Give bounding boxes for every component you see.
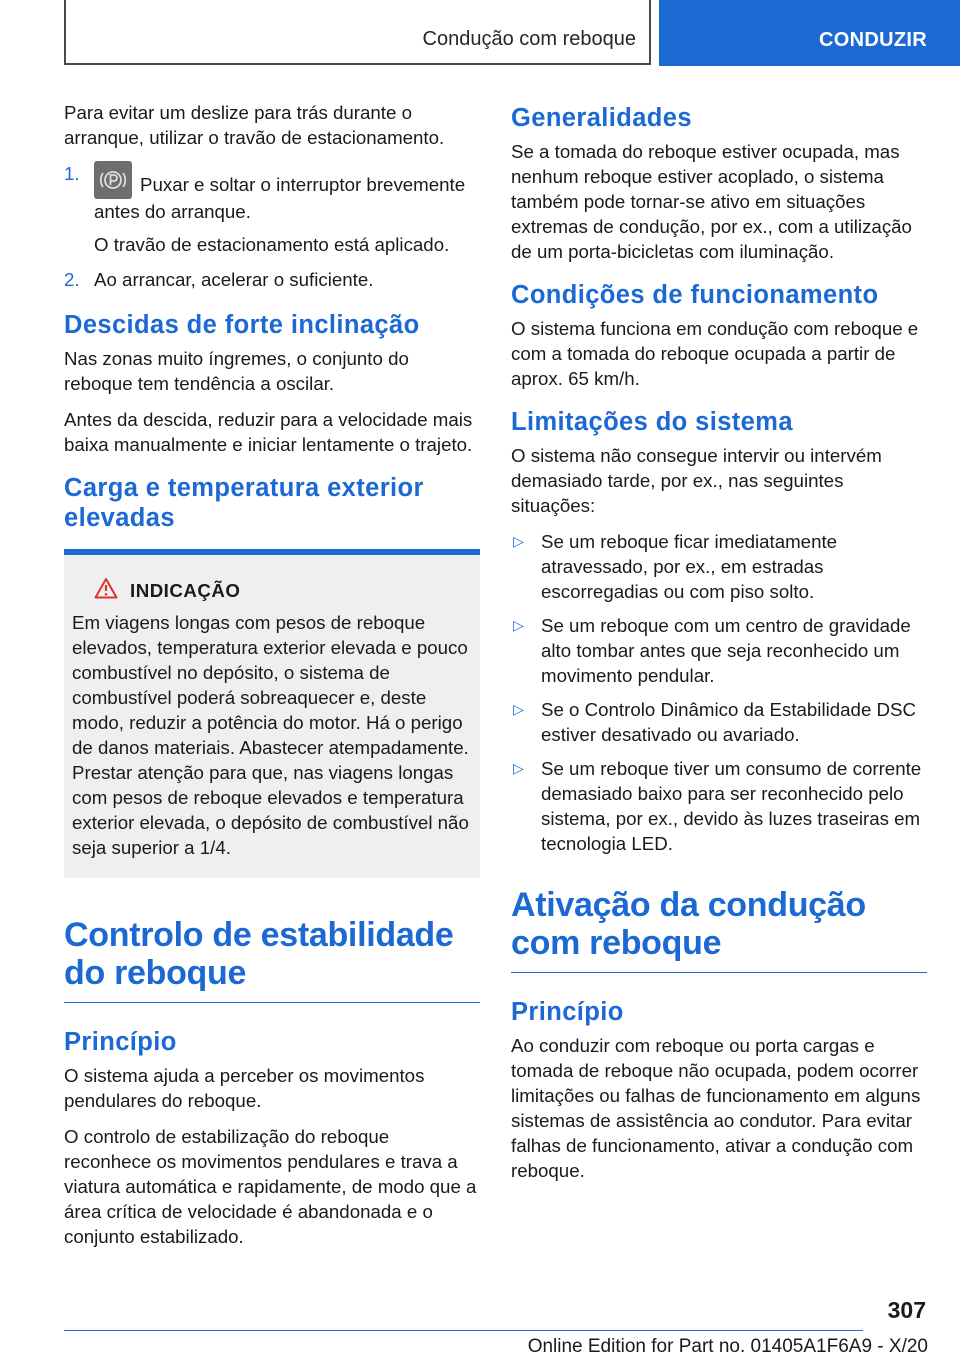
page-number: 307 xyxy=(887,1297,926,1323)
list-item-text: Se o Controlo Dinâmico da Estabilidade DSC estiver desativado ou avariado. xyxy=(541,699,916,745)
heading-generalidades: Generalidades xyxy=(511,104,692,132)
step-item xyxy=(64,267,480,292)
controlo-paragraph-2: O controlo de estabilização do reboque reconhece os movimentos pendulares e trava a viatura automática e rapidamente, de modo que a área crítica de velocidade é abandonada e o conjunto estabilizado. xyxy=(64,1126,477,1247)
note-text: Em viagens longas com pesos de reboque elevados, temperatura exterior elevada e pouco combustível no depósito, o sistema de combustível poderá sobreaquecer e, deste modo, reduzir a potência do motor. Há o perigo de danos materiais. Abastecer atempadamente. Prestar atenção para que, nas viagens longas com pesos de reboque elevados e temperatura exterior elevada, o depósito de combustível não seja superior a 1/4. xyxy=(72,612,469,858)
header-left-rule xyxy=(64,0,66,64)
step-result: O travão de estacionamento está aplicado. xyxy=(94,234,450,255)
list-item-text: Se um reboque tiver um consumo de corrente demasiado baixo para ser reconhecido pelo sistema, por ex., devido às luzes traseiras em tecnologia LED. xyxy=(541,758,922,854)
list-item-text: Se um reboque ficar imediatamente atravessado, por ex., em estradas escorregadias ou com piso solto. xyxy=(541,531,838,602)
list-item xyxy=(511,756,927,856)
condicoes-paragraph: O sistema funciona em condução com reboque e com a tomada do reboque ocupada a partir de aprox. 65 km/h. xyxy=(511,318,919,389)
heading-principio-ativacao: Princípio xyxy=(511,998,624,1026)
right-column xyxy=(511,100,927,1194)
ativacao-paragraph: Ao conduzir com reboque ou porta cargas e tomada de reboque não ocupada, podem ocorrer limitações ou falhas de funcionamento em alguns sistemas de assistência ao condutor. Para evitar falhas de funcionamento, ativar a condução com reboque. xyxy=(511,1035,921,1181)
triangle-bullet-icon: ▷ xyxy=(513,701,524,717)
list-item xyxy=(511,697,927,747)
generalidades-paragraph: Se a tomada do reboque estiver ocupada, mas nenhum reboque estiver acoplado, o sistema também pode tornar-se ativo em situações extremas de condução, por ex., com a utilização de um porta-bicicletas com iluminação. xyxy=(511,141,912,262)
warning-note xyxy=(64,549,480,878)
left-column xyxy=(64,100,480,1260)
step-text: Ao arrancar, acelerar o suficiente. xyxy=(94,269,374,290)
triangle-bullet-icon: ▷ xyxy=(513,617,524,633)
chapter-tab[interactable] xyxy=(659,0,960,66)
step-number: 2. xyxy=(64,269,80,290)
triangle-bullet-icon: ▷ xyxy=(513,533,524,549)
list-item xyxy=(511,529,927,604)
step-item xyxy=(64,161,480,257)
note-header xyxy=(72,577,472,604)
edition-text: Online Edition for Part no. 01405A1F6A9 - X/20 xyxy=(527,1336,928,1357)
list-item xyxy=(511,613,927,688)
heading-condicoes: Condições de funcionamento xyxy=(511,281,879,309)
warning-triangle-icon xyxy=(94,577,118,604)
heading-controlo: Controlo de estabilidade do reboque xyxy=(64,916,480,1003)
step-number: 1. xyxy=(64,163,80,184)
controlo-paragraph-1: O sistema ajuda a perceber os movimentos pendulares do reboque. xyxy=(64,1065,425,1111)
heading-ativacao: Ativação da condução com reboque xyxy=(511,886,927,973)
heading-carga: Carga e temperatura exterior elevadas xyxy=(64,474,424,532)
heading-descidas: Descidas de forte inclinação xyxy=(64,311,420,339)
limitacoes-paragraph: O sistema não consegue intervir ou intervém demasiado tarde, por ex., nas seguintes situações: xyxy=(511,445,882,516)
triangle-bullet-icon: ▷ xyxy=(513,760,524,776)
list-item-text: Se um reboque com um centro de gravidade alto tombar antes que seja reconhecido um movimento pendular. xyxy=(541,615,911,686)
footer-rule xyxy=(64,1330,863,1331)
step-text: Puxar e soltar o interruptor brevemente antes do arranque. xyxy=(94,174,466,222)
descidas-paragraph-2: Antes da descida, reduzir para a velocidade mais baixa manualmente e iniciar lentamente o trajeto. xyxy=(64,409,473,455)
chapter-tab-label: CONDUZIR xyxy=(819,29,927,51)
heading-principio: Princípio xyxy=(64,1028,177,1056)
step-body xyxy=(94,161,480,257)
header-divider-rule xyxy=(649,0,651,64)
section-title: Condução com reboque xyxy=(422,28,636,50)
intro-paragraph: Para evitar um deslize para trás durante o arranque, utilizar o travão de estacionamento. xyxy=(64,102,445,148)
header-bottom-rule xyxy=(64,63,651,65)
parking-brake-icon xyxy=(94,161,132,199)
note-title: INDICAÇÃO xyxy=(130,579,241,601)
descidas-paragraph-1: Nas zonas muito íngremes, o conjunto do reboque tem tendência a oscilar. xyxy=(64,348,409,394)
heading-limitacoes: Limitações do sistema xyxy=(511,408,793,436)
